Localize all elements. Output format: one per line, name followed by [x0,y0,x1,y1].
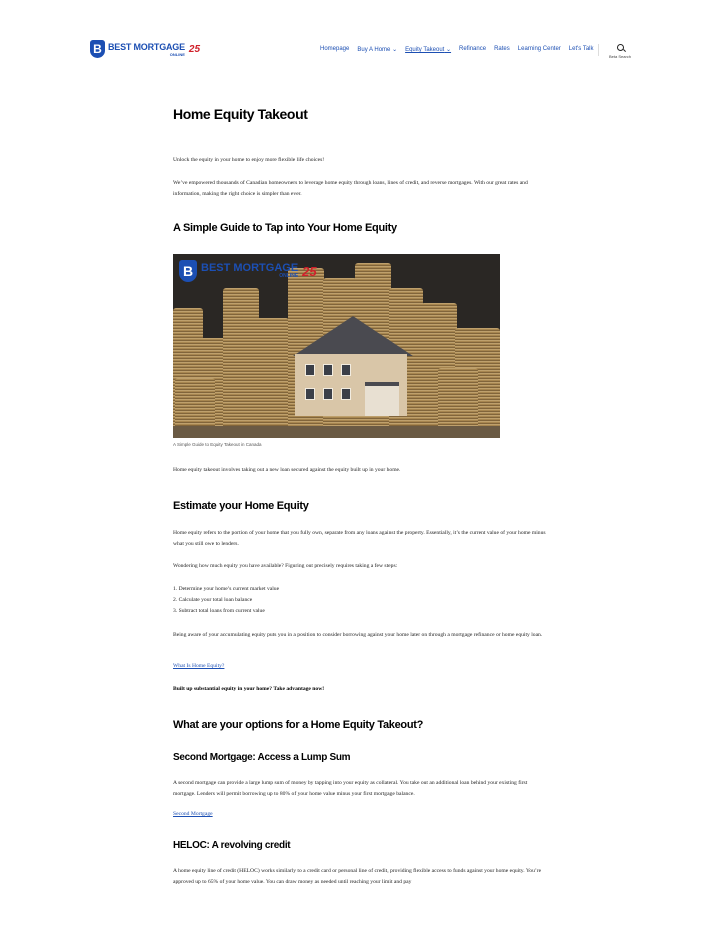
logo-shield-icon: B [90,40,105,58]
equity-callout: Built up substantial equity in your home? Take advantage now! [173,686,325,692]
hero-logo-shield-icon: B [179,260,197,282]
nav-refinance[interactable]: Refinance [459,46,487,52]
second-mortgage-heading: Second Mortgage: Access a Lump Sum [173,752,351,763]
garage-door [365,382,399,416]
logo-sub-text: ONLINE [169,51,185,57]
nav-learning-center[interactable]: Learning Center [517,46,561,52]
hero-caption: A Simple Guide to Equity Takeout in Canada [173,442,262,447]
nav-equity-takeout[interactable]: Equity Takeout ⌄ [405,47,452,53]
logo-main-text: BEST MORTGAGE [108,41,185,52]
chevron-down-icon: ⌄ [446,47,452,53]
list-item: 1. Determine your home’s current market value [173,586,280,592]
list-item: 3. Subtract total loans from current value [173,608,265,614]
hero-logo [179,260,317,282]
second-mortgage-text: A second mortgage can provide a large lump sum of money by tapping into your equity as collateral. You take out an additional loan behind your existing first mortgage. Lenders will permit borrowing up to 80% of your home value minus your first mortgage balance. [173,780,528,797]
estimate-paragraph-2: Wondering how much equity you have available? Figuring out precisely requires taking a few steps: [173,563,398,569]
search-icon [617,44,624,51]
what-is-home-equity-link[interactable]: What Is Home Equity? [173,663,225,669]
page-title: Home Equity Takeout [173,106,308,122]
intro-text-1: Unlock the equity in your home to enjoy more flexible life choices! [173,157,325,163]
options-heading: What are your options for a Home Equity Takeout? [173,719,424,731]
heloc-heading: HELOC: A revolving credit [173,840,291,851]
nav-rates[interactable]: Rates [494,46,510,52]
coin-stack [223,288,259,438]
logo-25-badge: 25 [188,43,201,55]
site-logo[interactable] [90,40,200,58]
nav-buy-a-home[interactable]: Buy A Home ⌄ [357,47,398,53]
house-illustration [283,316,415,428]
guide-text: Home equity takeout involves taking out a new loan secured against the equity built up in your home. [173,467,401,473]
equity-steps-list [173,584,279,617]
search-label: Beta Search [608,54,631,59]
estimate-paragraph-1: Home equity refers to the portion of your home that you fully own, separate from any loans against the property. Essentially, it’s the current value of your home minus what you still owe to lenders. [173,530,546,547]
heloc-text: A home equity line of credit (HELOC) works similarly to a credit card or personal line of credit, providing flexible access to funds against your home equity. You’re approved up to 65% of your home value. You can draw money as needed until reaching your limit and pay [173,868,542,885]
hero-logo-25-badge: 25 [302,263,317,279]
nav-homepage[interactable]: Homepage [320,46,350,52]
estimate-heading: Estimate your Home Equity [173,500,309,512]
search-button[interactable] [607,44,633,59]
site-header [0,0,720,80]
hero-logo-sub: ONLINE [279,273,299,279]
chevron-down-icon: ⌄ [392,47,398,53]
second-mortgage-link[interactable]: Second Mortgage [173,811,213,817]
hero-logo-main: BEST MORTGAGE [201,262,299,274]
nav-divider [598,44,599,56]
nav-lets-talk[interactable]: Let's Talk [568,46,594,52]
intro-text-2: We’ve empowered thousands of Canadian homeowners to leverage home equity through loans, lines of credit, and reverse mortgages. With our great rates and information, making the right choice is simpler than ever. [173,180,528,197]
list-item: 2. Calculate your total loan balance [173,597,253,603]
main-nav [320,46,602,53]
estimate-paragraph-3: Being aware of your accumulating equity puts you in a position to consider borrowing against your home later on through a mortgage refinance or home equity loan. [173,632,543,638]
hero-image [173,254,500,438]
guide-heading: A Simple Guide to Tap into Your Home Equity [173,222,397,234]
